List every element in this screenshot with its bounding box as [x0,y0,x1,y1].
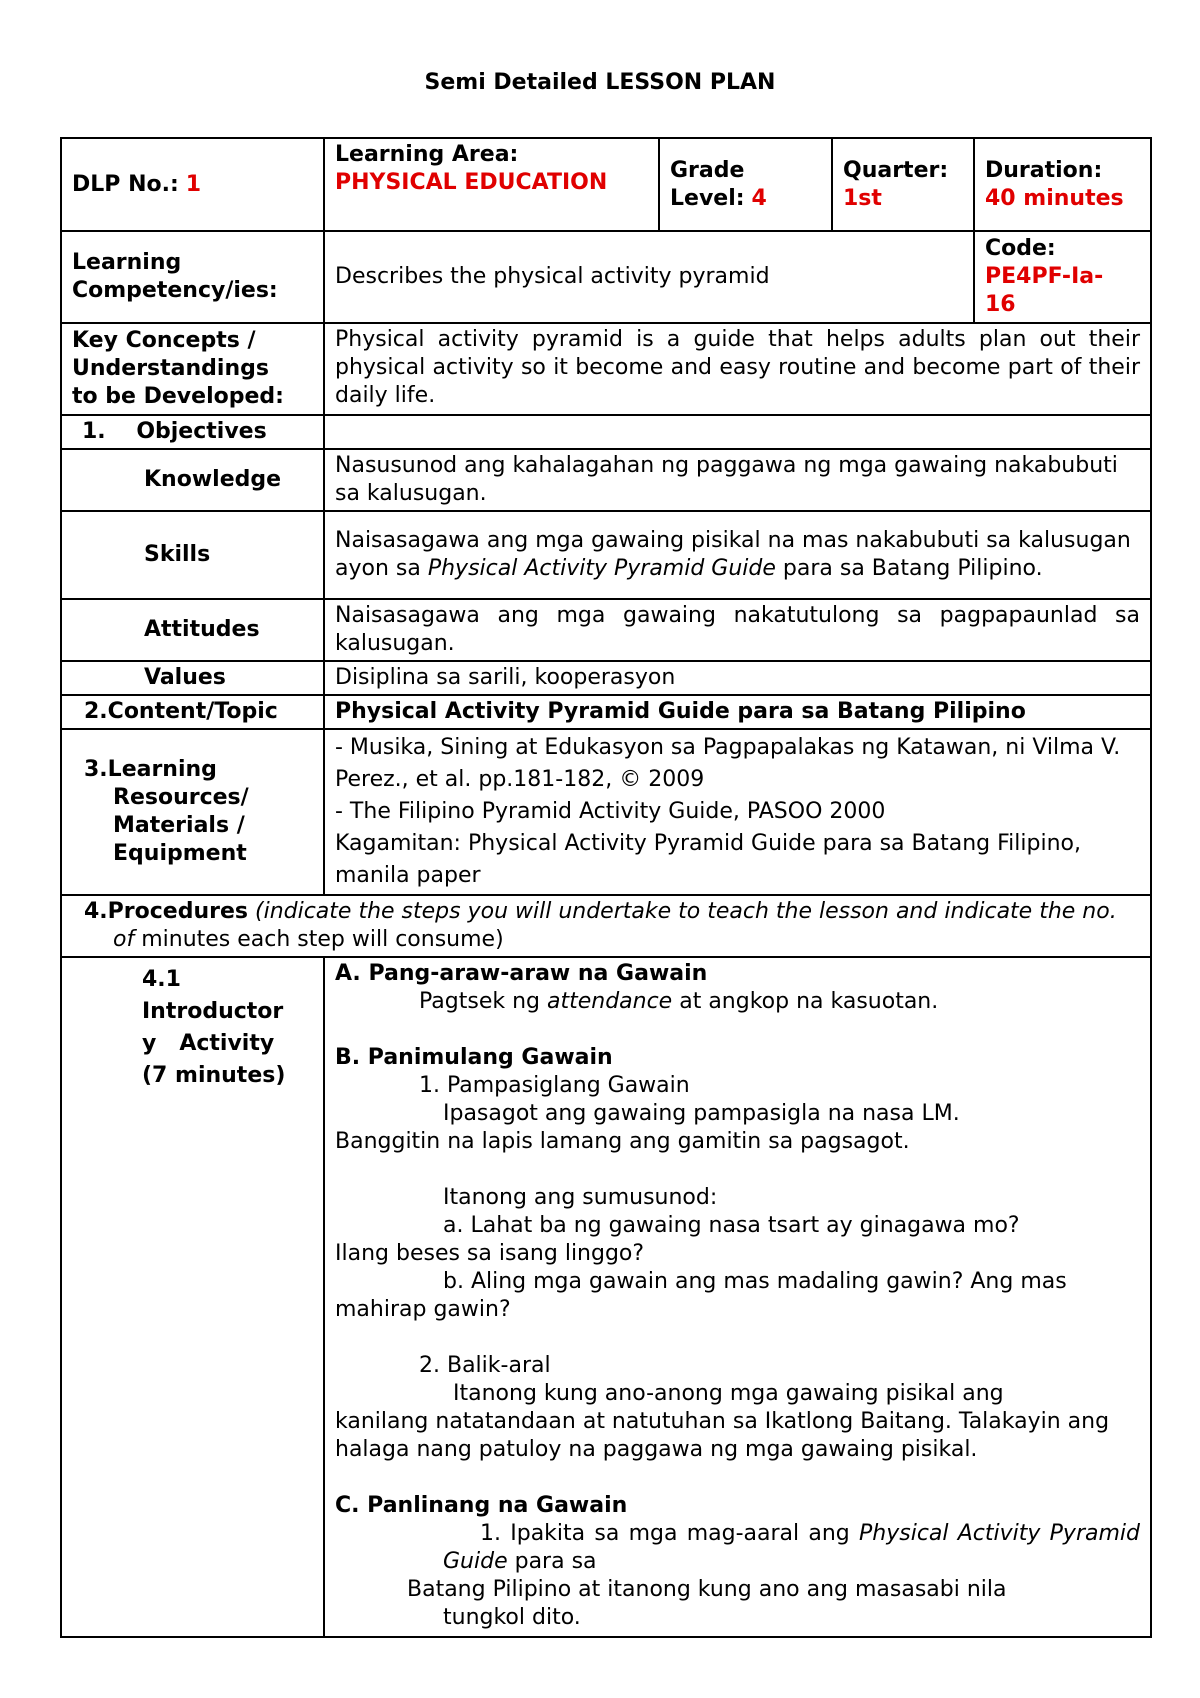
section-a-text [335,988,1140,1016]
question-b-cont: mahirap gawin? [335,1297,511,1322]
content-num: 2. [84,699,108,724]
skills-text-part: para sa Batang Pilipino. [775,556,1043,581]
procedures-note: (indicate the steps you will undertake to teach the lesson and indicate the no. of [113,899,1117,952]
competency-text: Describes the physical activity pyramid [324,231,974,323]
dlp-cell [61,138,324,231]
procedures-note-end: minutes each step will consume) [134,927,504,952]
section-b1-line2: Banggitin na lapis lamang ang gamitin sa pagsagot. [335,1129,910,1154]
dlp-label: DLP No.: [72,171,179,197]
key-concepts-text: Physical activity pyramid is a guide that helps adults plan out their physical activity so it become and easy routine and become part of their daily life. [324,323,1151,415]
grade-value: 4 [751,185,767,211]
section-a-part: Pagtsek ng [419,989,547,1014]
level-label: Level: [670,185,745,211]
values-text: Disiplina sa sarili, kooperasyon [324,661,1151,695]
knowledge-label: Knowledge [61,449,324,511]
resources-num: 3. [84,757,108,782]
resource-line: - The Filipino Pyramid Activity Guide, PASOO 2000 [335,799,886,824]
resources-row [61,729,1151,895]
section-b2-line2: kanilang natatandaan at natutuhan sa Ikatlong Baitang. Talakayin ang halaga nang patuloy na paggawa ng mga gawaing pisikal. [335,1409,1110,1462]
procedures-num: 4. [84,899,108,924]
attitudes-row [61,599,1151,661]
competency-label-line: Learning [72,250,182,275]
header-row [61,138,1151,231]
section-c1-italic: Physical Activity Pyramid Guide [443,1521,1140,1574]
resources-label-line: Materials / [113,813,245,838]
question-b: b. Aling mga gawain ang mas madaling gawin? Ang mas [443,1269,1067,1294]
objectives-num: 1. [82,419,106,444]
section-b1-line: Ipasagot ang gawaing pampasigla na nasa LM. [443,1101,960,1126]
question-intro: Itanong ang sumusunod: [443,1185,718,1210]
learning-area-value: PHYSICAL EDUCATION [335,170,608,195]
dlp-value: 1 [185,171,202,197]
lesson-plan-table [60,137,1152,1638]
knowledge-text: Nasusunod ang kahalagahan ng paggawa ng mga gawaing nakabubuti sa kalusugan. [324,449,1151,511]
competency-label [61,231,324,323]
code-cell [974,231,1151,323]
content-title: Content/Topic [107,699,278,724]
intro-label-line: y Activity [142,1031,275,1056]
skills-label: Skills [61,511,324,599]
objectives-label [61,415,324,449]
resources-label [61,729,324,895]
section-b2-title: 2. Balik-aral [419,1353,551,1378]
competency-row [61,231,1151,323]
quarter-value: 1st [843,185,882,211]
attitudes-label: Attitudes [61,599,324,661]
content-row [61,695,1151,729]
content-text: Physical Activity Pyramid Guide para sa Batang Pilipino [324,695,1151,729]
section-a-part: at angkop na kasuotan. [672,989,939,1014]
page-title: Semi Detailed LESSON PLAN [424,70,776,95]
code-value-line: 16 [985,292,1016,317]
resources-text [324,729,1151,895]
procedures-cell [61,895,1151,957]
intro-label-line: 4.1 [142,967,181,992]
resources-label-line: Resources/ [113,785,249,810]
duration-value: 40 minutes [985,185,1124,211]
section-c-heading: C. Panlinang na Gawain [335,1493,628,1518]
procedures-row [61,895,1151,957]
key-concepts-label-line: Key Concepts / [72,328,256,353]
resource-line: - Musika, Sining at Edukasyon sa Pagpapalakas ng Katawan, ni Vilma V. Perez., et al. pp.181-182, © 2009 [335,735,1121,792]
objectives-title: Objectives [136,419,267,444]
key-concepts-row [61,323,1151,415]
quarter-label: Quarter: [843,157,949,183]
section-a-heading: A. Pang-araw-araw na Gawain [335,961,708,986]
grade-cell [659,138,832,231]
section-c1-part: para sa [507,1549,597,1574]
key-concepts-label-line: to be Developed: [72,384,284,409]
key-concepts-label-line: Understandings [72,356,269,381]
duration-cell [974,138,1151,231]
learning-area-cell [324,138,659,231]
skills-text-part: Naisasagawa ang mga gawaing pisikal na mas nakabubuti sa kalusugan ayon sa [335,528,1131,581]
intro-activity-label [61,957,324,1637]
question-a-cont: Ilang beses sa isang linggo? [335,1241,645,1266]
spacer [335,1156,1140,1184]
intro-activity-content [324,957,1151,1637]
content-label [61,695,324,729]
skills-text-italic: Physical Activity Pyramid Guide [427,556,776,581]
key-concepts-label [61,323,324,415]
spacer [335,1016,1140,1044]
question-a: a. Lahat ba ng gawaing nasa tsart ay ginagawa mo? [443,1213,1020,1238]
section-c1-text [335,1520,1140,1576]
duration-label: Duration: [985,157,1103,183]
skills-row [61,511,1151,599]
section-b1-title: 1. Pampasiglang Gawain [419,1073,690,1098]
learning-area-label: Learning Area: [335,142,519,167]
objectives-row [61,415,1151,449]
attitudes-text: Naisasagawa ang mga gawaing nakatutulong sa pagpapaunlad sa kalusugan. [324,599,1151,661]
values-row [61,661,1151,695]
section-c1-part: 1. Ipakita sa mga mag-aaral ang [480,1521,860,1546]
values-label: Values [61,661,324,695]
quarter-cell [832,138,974,231]
intro-activity-row [61,957,1151,1637]
spacer [335,1324,1140,1352]
procedures-label: Procedures [107,899,248,924]
section-a-italic: attendance [546,989,673,1014]
intro-label-line: (7 minutes) [142,1063,286,1088]
section-b2-line1: Itanong kung ano-anong mga gawaing pisikal ang [453,1381,1004,1406]
knowledge-row [61,449,1151,511]
resources-label-line: Equipment [113,841,247,866]
objectives-empty [324,415,1151,449]
resource-line: Kagamitan: Physical Activity Pyramid Guide para sa Batang Filipino, manila paper [335,831,1081,888]
competency-label-line: Competency/ies: [72,278,278,303]
intro-label-line: Introductor [142,999,284,1024]
section-c1-line3: tungkol dito. [443,1605,581,1630]
code-label: Code: [985,236,1056,261]
spacer [335,1464,1140,1492]
section-b-heading: B. Panimulang Gawain [335,1045,613,1070]
resources-label-line: Learning [107,757,217,782]
grade-label: Grade [670,157,745,183]
section-c1-line2: Batang Pilipino at itanong kung ano ang masasabi nila [407,1577,1007,1602]
skills-text [324,511,1151,599]
code-value-line: PE4PF-Ia- [985,264,1104,289]
